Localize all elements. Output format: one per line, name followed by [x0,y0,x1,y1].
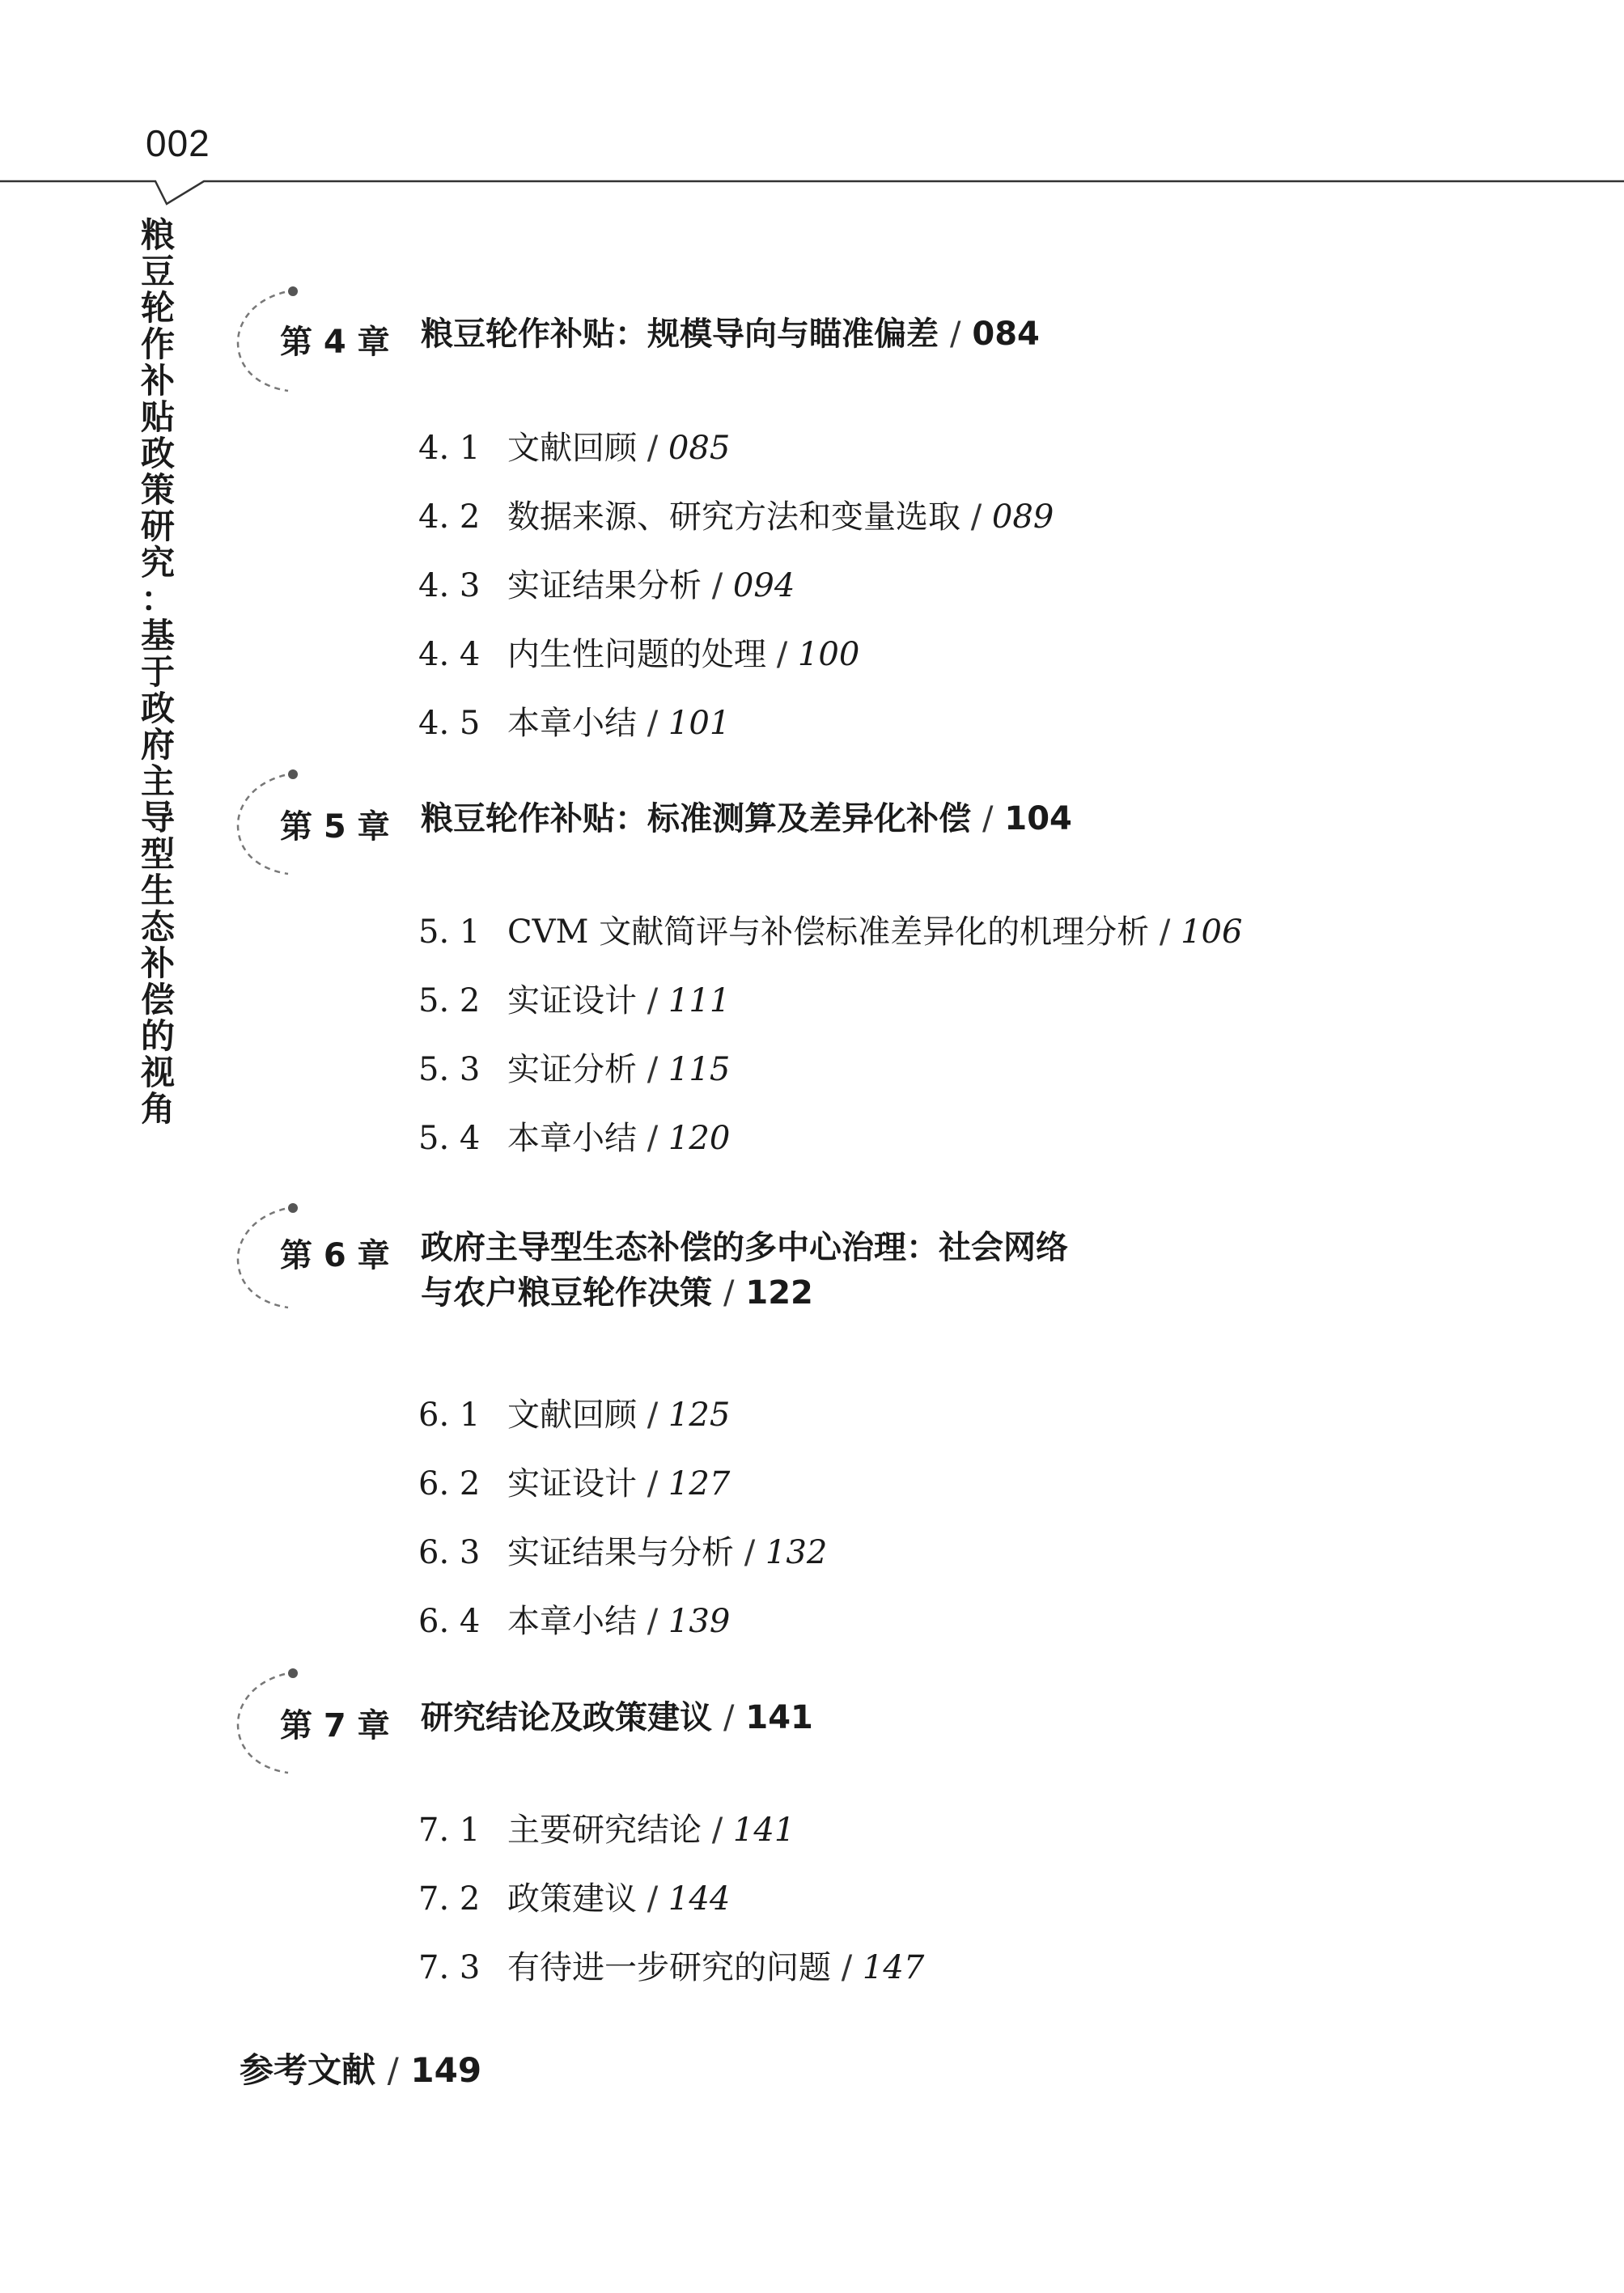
section-title: 有待进一步研究的问题 [507,1949,831,1986]
section-number: 5. 4 [418,1120,481,1157]
chapter-title-line2 [421,1270,1068,1316]
section-7-3[interactable] [418,1942,924,1988]
spine-title-char: 作 [140,324,175,364]
section-7-1[interactable] [418,1804,795,1850]
section-number: 6. 2 [418,1465,481,1503]
section-6-1[interactable] [418,1389,730,1435]
section-number: 4. 5 [418,705,481,742]
separator: / [647,1051,659,1088]
section-4-1[interactable] [418,422,730,468]
section-page: 132 [765,1534,828,1571]
section-page: 106 [1181,913,1243,951]
section-page: 094 [732,567,795,604]
references-entry[interactable] [240,2044,481,2092]
section-title: 文献回顾 [507,1397,637,1434]
section-title: 文献回顾 [507,430,637,467]
section-page: 100 [797,636,860,673]
section-title: 本章小结 [507,1120,637,1157]
spine-title-char: 府 [140,725,175,765]
section-5-2[interactable] [418,975,730,1021]
separator: / [647,1880,659,1918]
section-4-2[interactable] [418,491,1054,537]
section-6-2[interactable] [418,1458,730,1504]
spine-title-char: 豆 [140,252,175,291]
spine-title-char: 型 [140,834,175,874]
separator: / [949,316,961,353]
section-number: 7. 2 [418,1880,481,1918]
section-title: 实证结果与分析 [507,1534,734,1571]
separator: / [647,430,659,467]
section-page: 115 [668,1051,731,1088]
section-number: 5. 1 [418,913,481,951]
section-title: 实证设计 [507,982,637,1019]
section-page: 141 [732,1812,795,1849]
separator: / [647,1465,659,1503]
spine-title-char: 角 [140,1089,175,1129]
section-7-2[interactable] [418,1873,730,1919]
separator: / [647,1120,659,1157]
chapter-page: 141 [745,1699,813,1736]
spine-title-char: 究 [140,543,175,583]
spine-title-char: 研 [140,506,175,546]
spine-title-char: 导 [140,798,175,837]
spine-title-char: 的 [140,1016,175,1056]
section-number: 7. 1 [418,1812,481,1849]
section-number: 4. 4 [418,636,481,673]
section-number: 5. 3 [418,1051,481,1088]
chapter-page: 122 [745,1274,813,1312]
spine-title-char: 基 [140,616,175,655]
section-number: 7. 3 [418,1949,481,1986]
chapter-title-line1: 政府主导型生态补偿的多中心治理：社会网络 [421,1229,1068,1266]
section-number: 4. 1 [418,430,481,467]
section-6-3[interactable] [418,1527,827,1573]
separator: / [982,800,994,837]
chapter-title-text: 粮豆轮作补贴：规模导向与瞄准偏差 [421,316,939,353]
section-page: 111 [668,982,731,1019]
spine-title [138,217,178,1127]
chapter-label: 第 7 章 [280,1707,390,1744]
spine-title-char: 轮 [140,288,175,328]
separator: / [647,1397,659,1434]
separator: / [841,1949,853,1986]
spine-title-char: 态 [140,907,175,947]
references-page: 149 [410,2050,482,2090]
section-page: 144 [668,1880,731,1918]
chapter-label: 第 5 章 [280,808,390,846]
chapter-title-text: 粮豆轮作补贴：标准测算及差异化补偿 [421,800,971,837]
section-page: 127 [668,1465,731,1503]
section-title: 内生性问题的处理 [507,636,766,673]
spine-title-char: ： [140,579,175,619]
separator: / [711,567,723,604]
section-4-5[interactable] [418,697,730,744]
spine-title-char: 政 [140,689,175,728]
chapter-page: 104 [1004,800,1072,837]
page-number: 002 [146,122,210,164]
section-title: 本章小结 [507,705,637,742]
section-page: 147 [862,1949,925,1986]
spine-title-char: 偿 [140,980,175,1019]
separator: / [647,982,659,1019]
chapter-title-text: 与农户粮豆轮作决策 [421,1274,712,1312]
separator: / [776,636,788,673]
chapter-title[interactable] [421,1225,1068,1316]
separator: / [711,1812,723,1849]
separator: / [647,1603,659,1640]
section-6-4[interactable] [418,1596,730,1642]
section-4-3[interactable] [418,560,795,606]
chapter-title[interactable] [421,312,1040,357]
section-title: 主要研究结论 [507,1812,702,1849]
spine-title-char: 主 [140,761,175,801]
spine-title-char: 策 [140,470,175,510]
section-4-4[interactable] [418,629,859,675]
chapter-label: 第 4 章 [280,324,390,361]
header-rule [0,0,1624,210]
section-number: 4. 2 [418,498,481,536]
spine-title-char: 贴 [140,397,175,437]
references-title: 参考文献 [240,2050,376,2090]
chapter-title[interactable] [421,1695,813,1740]
separator: / [647,705,659,742]
spine-title-char: 粮 [140,215,175,255]
separator: / [970,498,982,536]
section-title: 实证结果分析 [507,567,702,604]
separator: / [723,1699,735,1736]
section-page: 125 [668,1397,731,1434]
spine-title-char: 生 [140,871,175,910]
spine-title-char: 视 [140,1053,175,1092]
section-title: CVM 文献简评与补偿标准差异化的机理分析 [507,913,1150,951]
chapter-label: 第 6 章 [280,1237,390,1274]
section-5-1[interactable] [418,906,1242,952]
section-number: 6. 3 [418,1534,481,1571]
section-number: 6. 4 [418,1603,481,1640]
separator: / [723,1274,735,1312]
section-number: 4. 3 [418,567,481,604]
section-page: 089 [991,498,1054,536]
section-title: 实证分析 [507,1051,637,1088]
section-5-3[interactable] [418,1044,730,1090]
separator: / [744,1534,756,1571]
spine-title-char: 补 [140,943,175,983]
section-page: 120 [668,1120,731,1157]
section-number: 5. 2 [418,982,481,1019]
chapter-page: 084 [972,316,1040,353]
section-page: 085 [668,430,731,467]
chapter-title-text: 研究结论及政策建议 [421,1699,712,1736]
section-title: 本章小结 [507,1603,637,1640]
section-title: 数据来源、研究方法和变量选取 [507,498,960,536]
spine-title-char: 补 [140,361,175,401]
section-5-4[interactable] [418,1113,730,1159]
separator: / [1159,913,1171,951]
section-title: 实证设计 [507,1465,637,1503]
section-page: 101 [668,705,731,742]
spine-title-char: 于 [140,652,175,692]
section-title: 政策建议 [507,1880,637,1918]
spine-title-char: 政 [140,434,175,473]
chapter-title[interactable] [421,796,1072,841]
section-number: 6. 1 [418,1397,481,1434]
section-page: 139 [668,1603,731,1640]
separator: / [387,2050,399,2090]
